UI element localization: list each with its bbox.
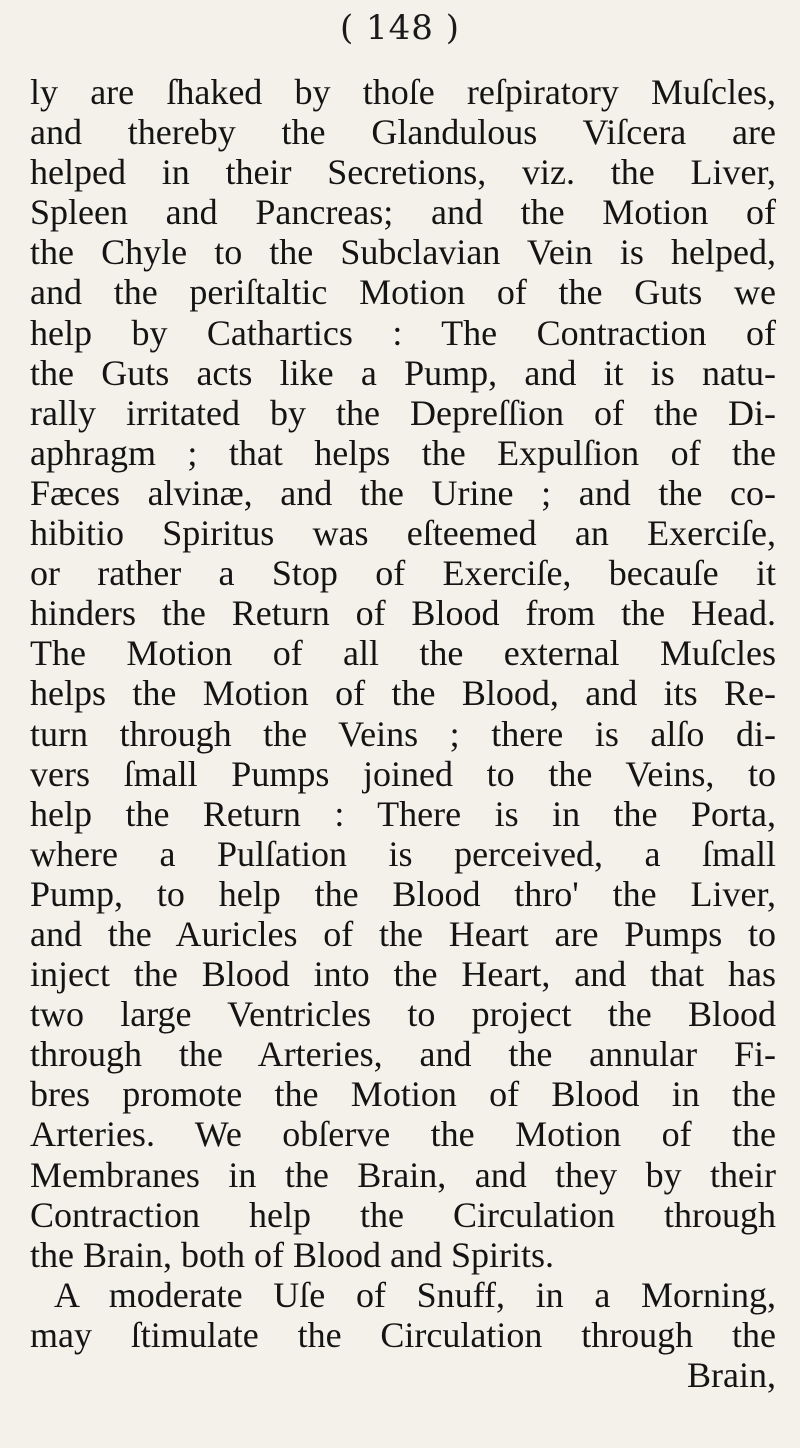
text-line: the Chyle to the Subclavian Vein is helped, xyxy=(30,232,776,273)
text-line: Spleen and Pancreas; and the Motion of xyxy=(30,192,776,233)
text-line: two large Ventricles to project the Blood xyxy=(30,994,776,1035)
catchword: Brain, xyxy=(687,1355,776,1395)
text-line: and the Auricles of the Heart are Pumps to xyxy=(30,913,776,954)
text-line: ly are ſhaked by thoſe reſpiratory Muſcles, xyxy=(30,72,776,112)
text-line: The Motion of all the external Muſcles xyxy=(30,633,776,674)
text-line: the Brain, both of Blood and Spirits. xyxy=(30,1234,554,1275)
text-line: where a Pulſation is perceived, a ſmall xyxy=(30,833,776,874)
text-line: the Guts acts like a Pump, and it is natu- xyxy=(30,352,776,393)
text-line: rally irritated by the Depreſſion of the Di- xyxy=(30,392,776,433)
text-line: inject the Blood into the Heart, and that has xyxy=(30,954,776,995)
text-line: bres promote the Motion of Blood in the xyxy=(30,1074,776,1115)
text-line: and thereby the Glandulous Viſcera are xyxy=(30,112,776,153)
text-line: A moderate Uſe of Snuff, in a Morning, xyxy=(54,1274,776,1315)
text-line: Arteries. We obſerve the Motion of the xyxy=(30,1114,776,1155)
text-line: help the Return : There is in the Porta, xyxy=(30,793,776,834)
text-line: through the Arteries, and the annular Fi- xyxy=(30,1034,776,1075)
text-line: hinders the Return of Blood from the Head. xyxy=(30,593,776,634)
body-text xyxy=(30,72,776,1395)
page-number: ( 148 ) xyxy=(339,8,461,48)
text-line: may ſtimulate the Circulation through the xyxy=(30,1314,776,1355)
text-line: or rather a Stop of Exerciſe, becauſe it xyxy=(30,553,776,594)
text-line: Contraction help the Circulation through xyxy=(30,1194,776,1235)
text-line: helped in their Secretions, viz. the Liver, xyxy=(30,152,776,193)
text-line: help by Cathartics : The Contraction of xyxy=(30,312,776,353)
text-line: Membranes in the Brain, and they by their xyxy=(30,1154,776,1195)
text-line: Fæces alvinæ, and the Urine ; and the co- xyxy=(30,472,776,513)
text-line: Pump, to help the Blood thro' the Liver, xyxy=(30,873,776,914)
text-line: vers ſmall Pumps joined to the Veins, to xyxy=(30,753,776,794)
text-line: aphragm ; that helps the Expulſion of the xyxy=(30,432,776,473)
text-line: and the periſtaltic Motion of the Guts we xyxy=(30,272,776,313)
text-line: helps the Motion of the Blood, and its Re- xyxy=(30,673,776,714)
text-line: turn through the Veins ; there is alſo di- xyxy=(30,713,776,754)
text-line: hibitio Spiritus was eſteemed an Exerciſe, xyxy=(30,513,776,554)
